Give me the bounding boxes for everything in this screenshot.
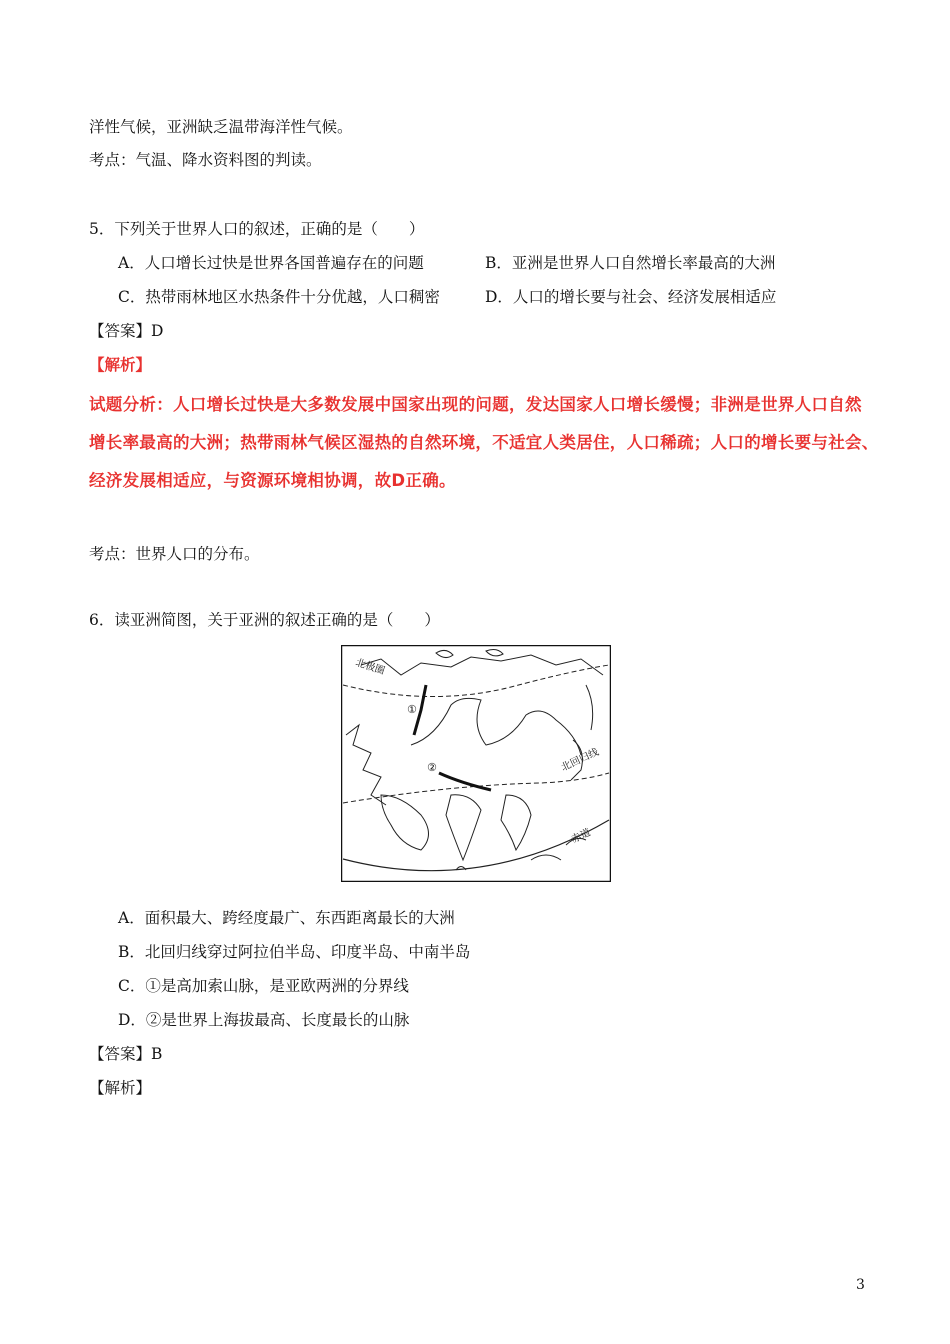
q5-option-a: A．人口增长过快是世界各国普遍存在的问题 (118, 254, 424, 272)
q6-option-a: A．面积最大、跨经度最广、东西距离最长的大洲 (118, 909, 455, 927)
q5-answer: 【答案】D (89, 322, 164, 340)
q5-option-c: C．热带雨林地区水热条件十分优越，人口稠密 (118, 288, 440, 306)
question-6-stem: 6．读亚洲简图，关于亚洲的叙述正确的是（ ） (89, 611, 440, 629)
q5-jiexi-label: 【解析】 (89, 355, 152, 374)
kaodian-q5: 考点：世界人口的分布。 (89, 545, 260, 563)
q5-option-b: B．亚洲是世界人口自然增长率最高的大洲 (485, 254, 776, 272)
question-5-stem: 5．下列关于世界人口的叙述，正确的是（ ） (89, 220, 425, 238)
previous-continuation: 洋性气候，亚洲缺乏温带海洋性气候。 (89, 118, 353, 136)
q6-option-d: D．②是世界上海拔最高、长度最长的山脉 (118, 1011, 410, 1029)
q5-option-d: D．人口的增长要与社会、经济发展相适应 (485, 288, 777, 306)
q6-jiexi-label: 【解析】 (89, 1079, 152, 1097)
marker-1: ① (407, 703, 417, 716)
q5-analysis-line-3: 经济发展相适应，与资源环境相协调，故D正确。 (89, 471, 456, 490)
marker-2: ② (427, 761, 437, 774)
equator-label: 赤道 (569, 827, 593, 846)
asia-map (341, 645, 611, 882)
q6-answer: 【答案】B (89, 1045, 163, 1063)
q6-option-c: C．①是高加索山脉，是亚欧两洲的分界线 (118, 977, 409, 995)
q5-analysis-line-2: 增长率最高的大洲；热带雨林气候区湿热的自然环境，不适宜人类居住，人口稀疏；人口的增长要与社会、 (89, 433, 879, 452)
q6-option-b: B．北回归线穿过阿拉伯半岛、印度半岛、中南半岛 (118, 943, 471, 961)
page-number: 3 (856, 1277, 865, 1293)
q5-analysis-line-1: 试题分析：人口增长过快是大多数发展中国家出现的问题，发达国家人口增长缓慢；非洲是世界人口自然 (89, 395, 862, 414)
kaodian-prev: 考点：气温、降水资料图的判读。 (89, 151, 322, 169)
arctic-circle-label: 北极圈 (354, 657, 387, 678)
tropic-of-cancer-label: 北回归线 (559, 746, 601, 774)
